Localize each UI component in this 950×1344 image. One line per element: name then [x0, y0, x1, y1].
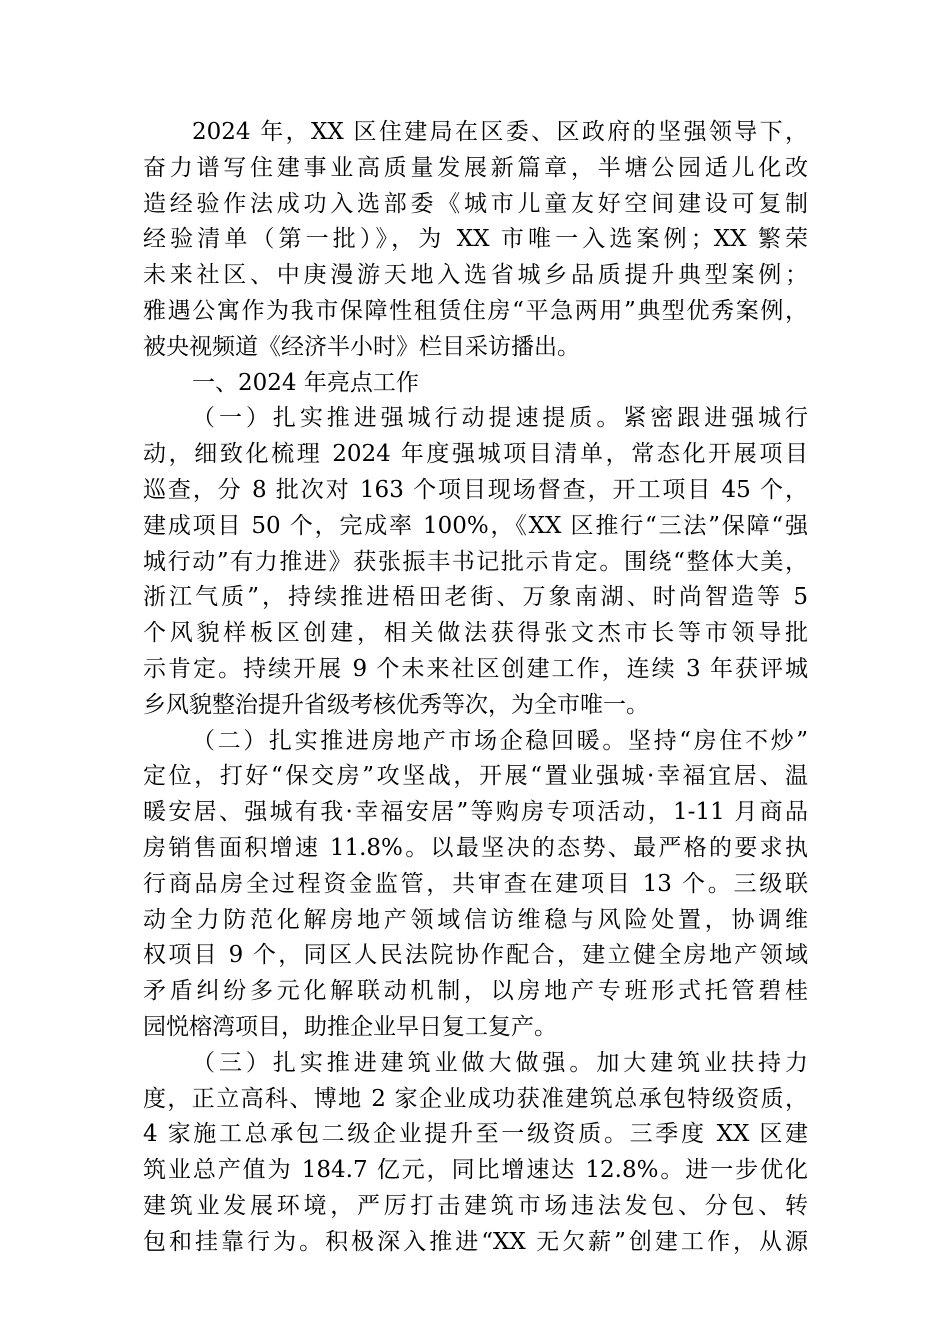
text-line: （三）扎实推进建筑业做大做强。加大建筑业扶持力 — [192, 1049, 808, 1076]
text-line: 乡风貌整治提升省级考核优秀等次，为全市唯一。 — [143, 691, 649, 718]
text-line: 筑业总产值为 184.7 亿元，同比增速达 12.8%。进一步优化 — [143, 1157, 808, 1184]
text-line: 个风貌样板区创建，相关做法获得张文杰市长等市领导批 — [143, 620, 808, 647]
text-line: 4 家施工总承包二级企业提升至一级资质。三季度 XX 区建 — [143, 1121, 808, 1148]
text-line: 包和挂靠行为。积极深入推进“XX 无欠薪”创建工作，从源 — [143, 1228, 808, 1255]
paragraph-section-2 — [143, 724, 808, 1046]
text-line: 矛盾纠纷多元化解联动机制，以房地产专班形式托管碧桂 — [143, 978, 808, 1005]
text-line: 暖安居、强城有我·幸福安居”等购房专项活动，1-11 月商品 — [143, 799, 808, 826]
text-line: （一）扎实推进强城行动提速提质。紧密跟进强城行 — [192, 405, 808, 432]
text-line: 度，正立高科、博地 2 家企业成功获准建筑总承包特级资质， — [143, 1085, 808, 1112]
text-line: 园悦榕湾项目，助推企业早日复工复产。 — [143, 1013, 557, 1040]
heading-line: 一、2024 年亮点工作 — [192, 369, 419, 396]
text-line: 动，细致化梳理 2024 年度强城项目清单，常态化开展项目 — [143, 441, 808, 468]
text-line: 建筑业发展环境，严厉打击建筑市场违法发包、分包、转 — [143, 1192, 808, 1219]
text-line: 被央视频道《经济半小时》栏目采访播出。 — [143, 333, 580, 360]
paragraph-section-3 — [143, 1046, 808, 1261]
text-line: 建成项目 50 个，完成率 100%，《XX 区推行“三法”保障“强 — [143, 512, 808, 539]
text-line: 雅遇公寓作为我市保障性租赁住房“平急两用”典型优秀案例， — [143, 297, 808, 324]
text-line: 巡查，分 8 批次对 163 个项目现场督查，开工项目 45 个， — [143, 476, 808, 503]
paragraph-section-1 — [143, 401, 808, 723]
text-line: 2024 年，XX 区住建局在区委、区政府的坚强领导下， — [192, 119, 808, 145]
text-line: 定位，打好“保交房”攻坚战，开展“置业强城·幸福宜居、温 — [143, 763, 808, 790]
text-line: 奋力谱写住建事业高质量发展新篇章，半塘公园适儿化改 — [143, 154, 808, 181]
text-line: 造经验作法成功入选部委《城市儿童友好空间建设可复制 — [143, 190, 808, 217]
text-line: 未来社区、中庚漫游天地入选省城乡品质提升典型案例； — [143, 262, 808, 289]
document-body — [143, 115, 808, 1261]
text-line: （二）扎实推进房地产市场企稳回暖。坚持“房住不炒” — [192, 727, 808, 754]
text-line: 浙江气质”，持续推进梧田老街、万象南湖、时尚智造等 5 — [143, 584, 808, 611]
text-line: 行商品房全过程资金监管，共审查在建项目 13 个。三级联 — [143, 870, 808, 897]
text-line: 权项目 9 个，同区人民法院协作配合，建立健全房地产领域 — [143, 942, 808, 969]
paragraph-intro — [143, 115, 808, 366]
text-line: 动全力防范化解房地产领域信访维稳与风险处置，协调维 — [143, 906, 808, 933]
text-line: 示肯定。持续开展 9 个未来社区创建工作，连续 3 年获评城 — [143, 655, 808, 682]
text-line: 房销售面积增速 11.8%。以最坚决的态势、最严格的要求执 — [143, 834, 808, 861]
section-heading — [143, 366, 808, 402]
text-line: 城行动”有力推进》获张振丰书记批示肯定。围绕“整体大美， — [143, 548, 808, 575]
text-line: 经验清单（第一批）》，为 XX 市唯一入选案例；XX 繁荣 — [143, 226, 808, 253]
